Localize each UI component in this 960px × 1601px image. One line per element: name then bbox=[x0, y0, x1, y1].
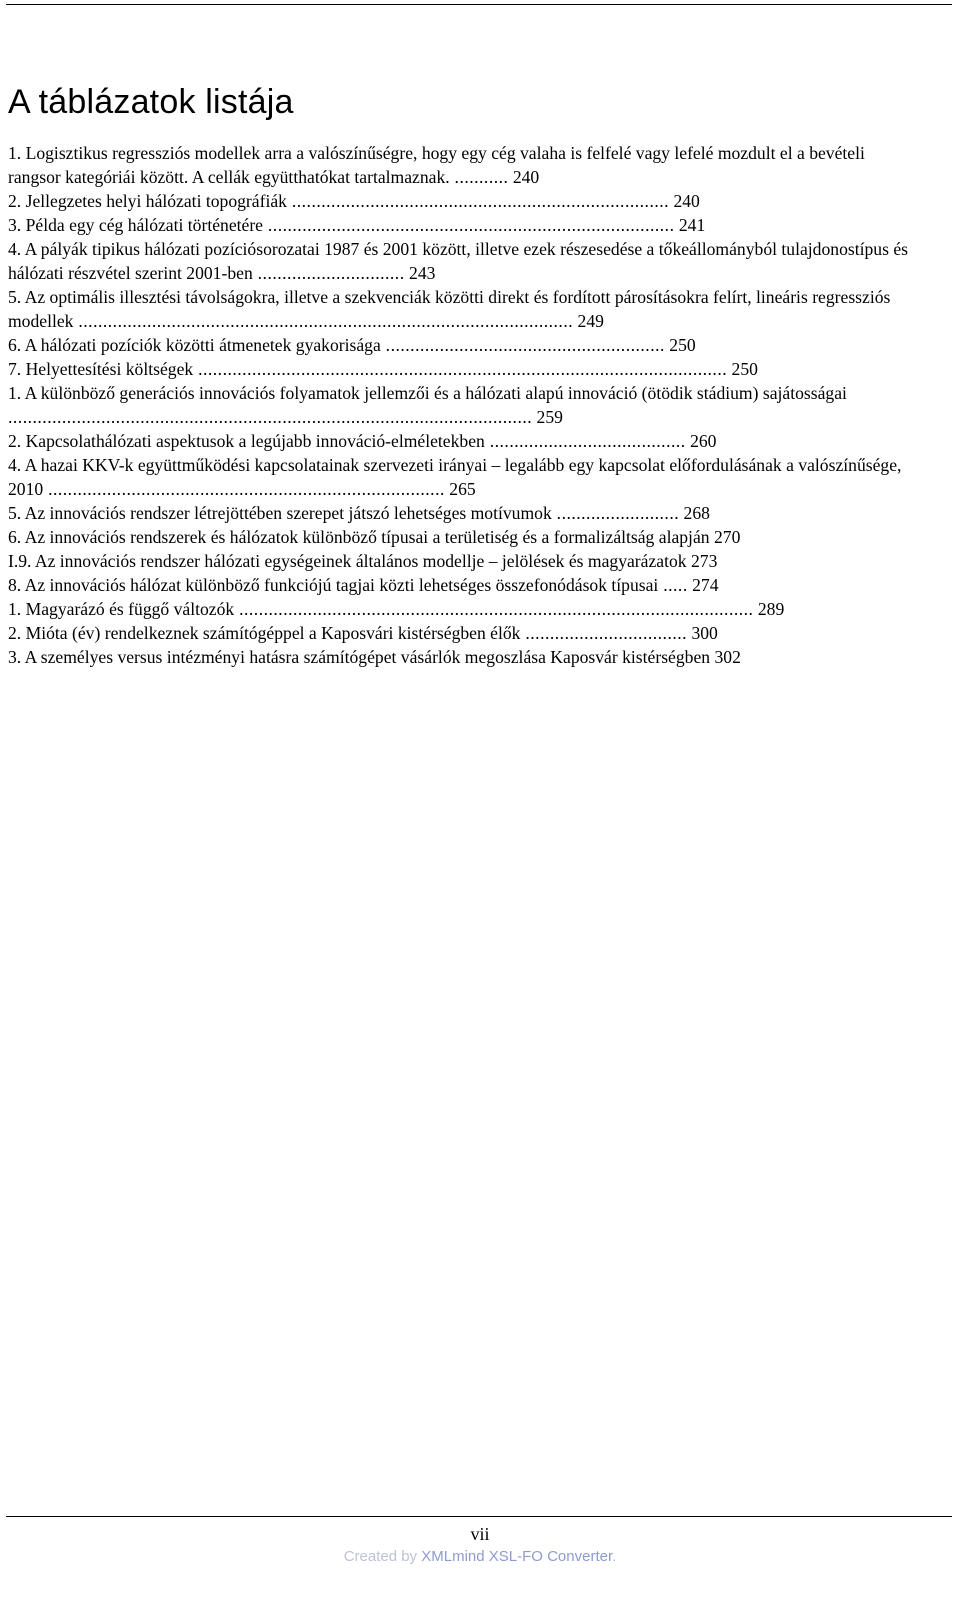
entry-title: 8. Az innovációs hálózat különböző funkciójú tagjai közti lehetséges összefonódások típusai bbox=[8, 575, 659, 595]
entry-page-number: 240 bbox=[512, 167, 540, 187]
list-item bbox=[8, 357, 910, 381]
dot-leader: ..... bbox=[658, 575, 688, 595]
entry-page-number: 274 bbox=[692, 575, 719, 595]
entry-page-number: 265 bbox=[449, 479, 476, 499]
entry-title: 6. Az innovációs rendszerek és hálózatok különböző típusai a területiség és a formalizáltság alapján bbox=[8, 527, 710, 547]
entry-title: 3. A személyes versus intézményi hatásra számítógépet vásárlók megoszlása Kaposvár kistérségben bbox=[8, 647, 711, 667]
dot-leader: ........................................ bbox=[484, 431, 686, 451]
entry-page-number: 289 bbox=[757, 599, 785, 619]
list-item bbox=[8, 573, 910, 597]
list-item bbox=[8, 141, 910, 189]
list-item bbox=[8, 549, 910, 573]
entry-page-number: 250 bbox=[669, 335, 696, 355]
entry-page-number: 302 bbox=[714, 647, 741, 667]
dot-leader: ........... bbox=[449, 167, 509, 187]
toc-entry-link[interactable] bbox=[8, 143, 865, 187]
entry-title: 3. Példa egy cég hálózati történetére bbox=[8, 215, 263, 235]
toc-entry-link[interactable] bbox=[8, 215, 705, 235]
toc-entry-link[interactable] bbox=[8, 551, 717, 571]
toc-entry-link[interactable] bbox=[8, 239, 908, 283]
toc-entry-link[interactable] bbox=[8, 287, 890, 331]
entry-title: 1. A különböző generációs innovációs folyamatok jellemzői és a hálózati alapú innováció (ötödik stádium) sajátosságai bbox=[8, 383, 847, 403]
toc-entry-link[interactable] bbox=[8, 191, 700, 211]
toc-entry-link[interactable] bbox=[8, 599, 784, 619]
dot-leader: ................................. bbox=[520, 623, 688, 643]
list-item bbox=[8, 645, 910, 669]
entry-page-number: 300 bbox=[691, 623, 718, 643]
entry-page-number: 249 bbox=[577, 311, 604, 331]
dot-leader: ............................................................................. bbox=[286, 191, 670, 211]
entry-title: 1. Logisztikus regressziós modellek arra a valószínűségre, hogy egy cég valaha is felfelé vagy lefelé mozdult el a bevételi rangsor kategóriái között. A cellák együtthatókat tartalmaznak. bbox=[8, 143, 865, 187]
toc-entry-link[interactable] bbox=[8, 647, 741, 667]
credit-suffix: . bbox=[612, 1548, 617, 1565]
dot-leader: ..................................................................................................... bbox=[73, 311, 574, 331]
header-rule bbox=[6, 4, 952, 5]
dot-leader: ......................... bbox=[551, 503, 680, 523]
entry-title: 2. Kapcsolathálózati aspektusok a legújabb innováció-elméletekben bbox=[8, 431, 485, 451]
entry-title: 4. A hazai KKV-k együttműködési kapcsolatainak szervezeti irányai – legalább egy kapcsolat előfordulásának a valószínűsége, 2010 bbox=[8, 455, 902, 499]
toc-entry-link[interactable] bbox=[8, 623, 718, 643]
entry-title: 5. Az optimális illesztési távolságokra, illetve a szekvenciák közötti direkt és fordított párosításokra felírt, lineáris regressziós modellek bbox=[8, 287, 891, 331]
entry-page-number: 241 bbox=[678, 215, 706, 235]
dot-leader: ................................................................................. bbox=[43, 479, 445, 499]
footer-rule bbox=[6, 1516, 952, 1517]
footer-credit bbox=[0, 1548, 960, 1566]
entry-title: 2. Mióta (év) rendelkeznek számítógéppel a Kaposvári kistérségben élők bbox=[8, 623, 521, 643]
toc-entry-link[interactable] bbox=[8, 503, 710, 523]
toc-entry-link[interactable] bbox=[8, 335, 696, 355]
entry-page-number: 259 bbox=[536, 407, 563, 427]
entry-page-number: 243 bbox=[409, 263, 436, 283]
entry-page-number: 268 bbox=[683, 503, 710, 523]
entry-title: 5. Az innovációs rendszer létrejöttében szerepet játszó lehetséges motívumok bbox=[8, 503, 552, 523]
toc-entry-link[interactable] bbox=[8, 383, 847, 427]
dot-leader: ........................................................................................................... bbox=[8, 407, 533, 427]
entry-title: 2. Jellegzetes helyi hálózati topográfiák bbox=[8, 191, 287, 211]
toc-entry-link[interactable] bbox=[8, 359, 758, 379]
toc-entry-link[interactable] bbox=[8, 431, 716, 451]
entry-page-number: 250 bbox=[731, 359, 758, 379]
dot-leader: ......................................................................................................... bbox=[234, 599, 754, 619]
entry-title: 1. Magyarázó és függő változók bbox=[8, 599, 235, 619]
list-item bbox=[8, 285, 910, 333]
toc-entry-link[interactable] bbox=[8, 575, 719, 595]
list-item bbox=[8, 453, 910, 501]
toc-entry-link[interactable] bbox=[8, 527, 740, 547]
list-item bbox=[8, 189, 910, 213]
entry-title: 4. A pályák tipikus hálózati pozíciósorozatai 1987 és 2001 között, illetve ezek részesedése a tőkeállományból tulajdonostípus és hálózati részvétel szerint 2001-ben bbox=[8, 239, 908, 283]
list-item bbox=[8, 381, 910, 429]
entry-title: 7. Helyettesítési költségek bbox=[8, 359, 194, 379]
page-number: vii bbox=[470, 1524, 490, 1544]
entry-page-number: 273 bbox=[690, 551, 718, 571]
toc-entry-link[interactable] bbox=[8, 455, 901, 499]
entry-title: I.9. Az innovációs rendszer hálózati egységeinek általános modellje – jelölések és magyarázatok bbox=[8, 551, 687, 571]
dot-leader: ................................................................................... bbox=[263, 215, 675, 235]
list-item bbox=[8, 621, 910, 645]
list-item bbox=[8, 501, 910, 525]
list-item bbox=[8, 213, 910, 237]
table-list bbox=[8, 141, 910, 669]
list-item bbox=[8, 237, 910, 285]
list-item bbox=[8, 525, 910, 549]
entry-title: 6. A hálózati pozíciók közötti átmenetek gyakorisága bbox=[8, 335, 381, 355]
entry-page-number: 270 bbox=[713, 527, 741, 547]
list-item bbox=[8, 429, 910, 453]
dot-leader: .............................. bbox=[252, 263, 405, 283]
list-item bbox=[8, 333, 910, 357]
list-item bbox=[8, 597, 910, 621]
dot-leader: ......................................................... bbox=[380, 335, 665, 355]
page-title: A táblázatok listája bbox=[8, 83, 294, 121]
dot-leader: ............................................................................................................ bbox=[193, 359, 728, 379]
entry-page-number: 240 bbox=[673, 191, 700, 211]
credit-brand-link[interactable]: XMLmind XSL-FO Converter bbox=[421, 1548, 613, 1565]
credit-prefix: Created by bbox=[343, 1548, 418, 1565]
entry-page-number: 260 bbox=[690, 431, 717, 451]
